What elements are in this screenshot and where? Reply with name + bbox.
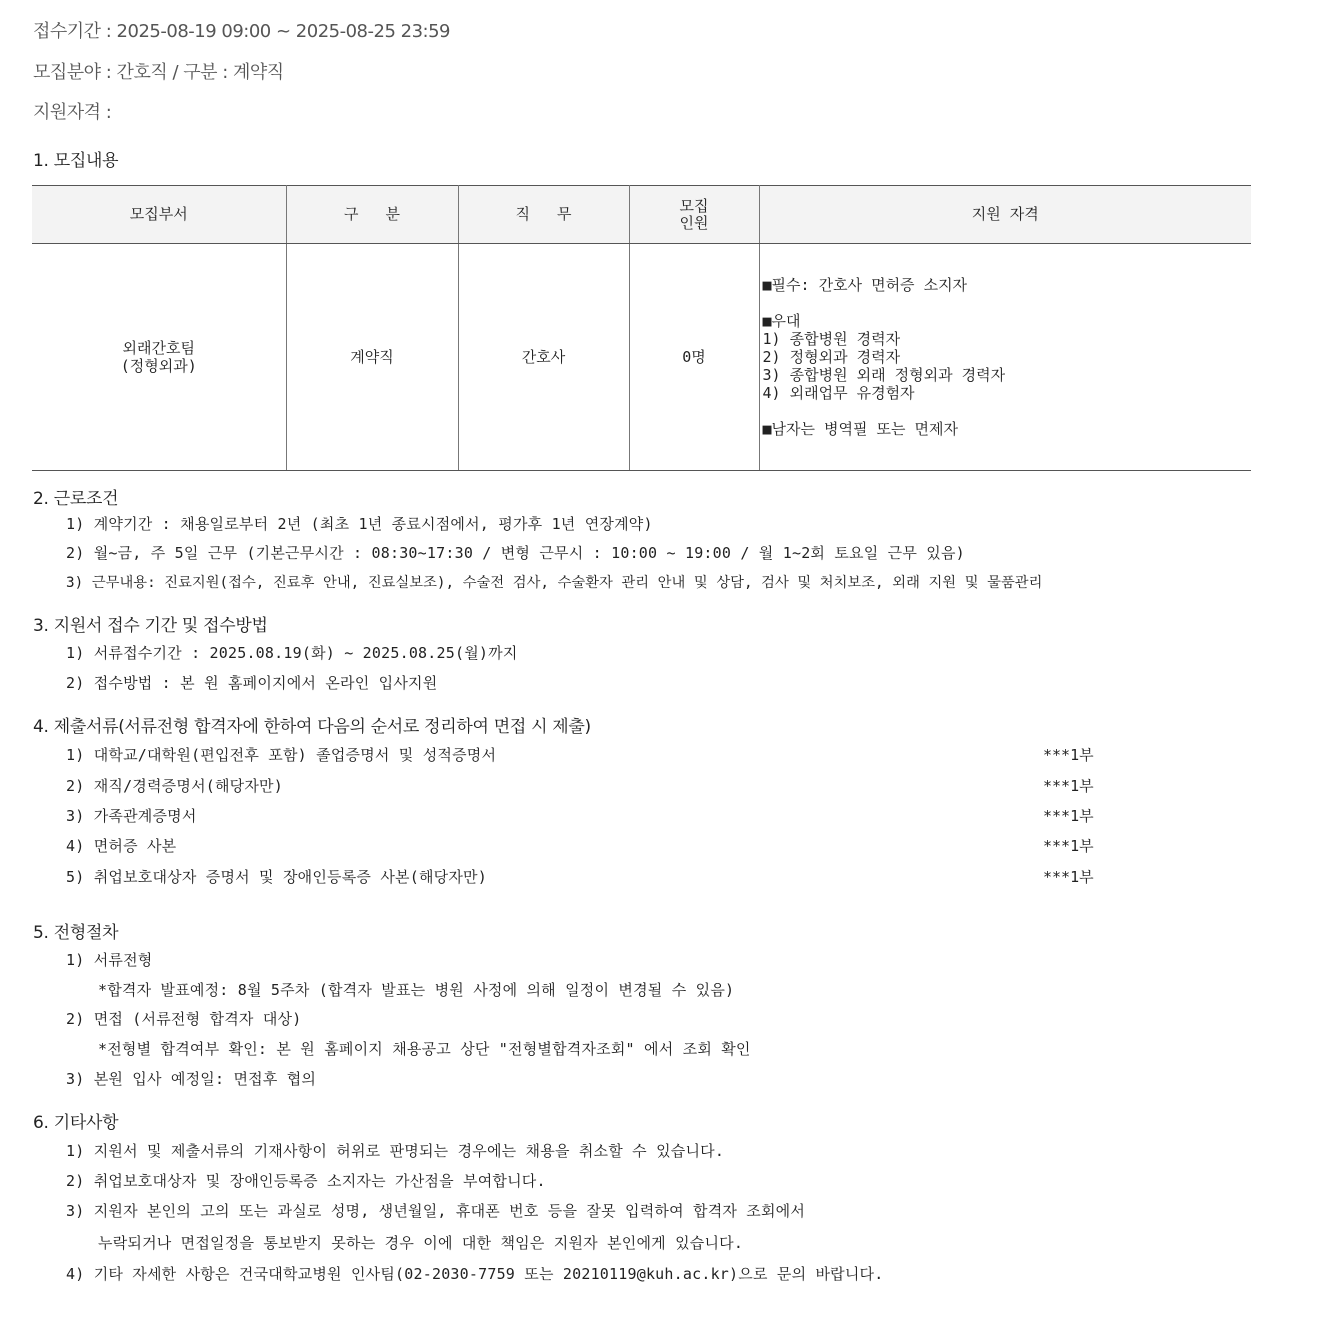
- header-count-line2: 인원: [679, 213, 709, 232]
- list-item: 1) 계약기간 : 채용일로부터 2년 (최초 1년 종료시점에서, 평가후 1년 연장계약): [66, 515, 653, 533]
- cell-dept: [32, 244, 286, 471]
- section-4-title: 4. 제출서류(서류전형 합격자에 한하여 다음의 순서로 정리하여 면접 시 제출): [33, 717, 591, 737]
- header-category: 구 분: [286, 186, 458, 244]
- procedure-step: 2) 면접 (서류전형 합격자 대상): [66, 1010, 302, 1028]
- document-qty: ***1부: [1043, 777, 1094, 795]
- list-item: 2) 접수방법 : 본 원 홈페이지에서 온라인 입사지원: [66, 674, 438, 692]
- notice-item: 1) 지원서 및 제출서류의 기재사항이 허위로 판명되는 경우에는 채용을 취소할 수 있습니다.: [66, 1142, 725, 1160]
- qual-required: ■필수: 간호사 면허증 소지자: [762, 276, 968, 294]
- header-duty: 직 무: [458, 186, 629, 244]
- section-2-title: 2. 근로조건: [33, 489, 119, 509]
- section-5-title: 5. 전형절차: [33, 923, 119, 943]
- qual-pref-title: ■우대: [762, 312, 801, 330]
- procedure-step: 3) 본원 입사 예정일: 면접후 협의: [66, 1070, 317, 1088]
- document-item: 5) 취업보호대상자 증명서 및 장애인등록증 사본(해당자만): [66, 868, 487, 886]
- notice-item-continued: 누락되거나 면접일정을 통보받지 못하는 경우 이에 대한 책임은 지원자 본인에게 있습니다.: [98, 1234, 744, 1252]
- recruit-period: 접수기간 : 2025-08-19 09:00 ~ 2025-08-25 23:59: [33, 21, 450, 42]
- header-qualification: 지원 자격: [759, 186, 1251, 244]
- document-item: 4) 면허증 사본: [66, 837, 177, 855]
- section-1-title: 1. 모집내용: [33, 151, 119, 171]
- header-count-line1: 모집: [679, 196, 709, 215]
- notice-item: 3) 지원자 본인의 고의 또는 과실로 성명, 생년월일, 휴대폰 번호 등을 잘못 입력하여 합격자 조회에서: [66, 1202, 806, 1220]
- header-dept: 모집부서: [32, 186, 286, 244]
- table-row: [32, 244, 1251, 471]
- qual-pref-item: 3) 종합병원 외래 정형외과 경력자: [762, 366, 1006, 384]
- document-qty: ***1부: [1043, 868, 1094, 886]
- qual-pref-item: 1) 종합병원 경력자: [762, 330, 901, 348]
- document-qty: ***1부: [1043, 837, 1094, 855]
- document-qty: ***1부: [1043, 746, 1094, 764]
- recruit-table: [32, 185, 1251, 471]
- procedure-note: *합격자 발표예정: 8월 5주차 (합격자 발표는 병원 사정에 의해 일정이 변경될 수 있음): [98, 981, 735, 999]
- list-item: 1) 서류접수기간 : 2025.08.19(화) ~ 2025.08.25(월)까지: [66, 644, 518, 662]
- cell-count: 0명: [629, 244, 759, 471]
- list-item: 2) 월~금, 주 5일 근무 (기본근무시간 : 08:30~17:30 / 변형 근무시 : 10:00 ~ 19:00 / 월 1~2회 토요일 근무 있음): [66, 544, 965, 562]
- dept-line1: 외래간호팀: [122, 339, 195, 357]
- notice-item: 4) 기타 자세한 사항은 건국대학교병원 인사팀(02-2030-7759 또는 20210119@kuh.ac.kr)으로 문의 바랍니다.: [66, 1265, 884, 1283]
- qual-male: ■남자는 병역필 또는 면제자: [762, 420, 959, 438]
- document-qty: ***1부: [1043, 807, 1094, 825]
- cell-category: 계약직: [286, 244, 458, 471]
- section-3-title: 3. 지원서 접수 기간 및 접수방법: [33, 616, 268, 636]
- qual-pref-item: 2) 정형외과 경력자: [762, 348, 901, 366]
- procedure-note: *전형별 합격여부 확인: 본 원 홈페이지 채용공고 상단 "전형별합격자조회" 에서 조회 확인: [98, 1040, 751, 1058]
- document-item: 1) 대학교/대학원(편입전후 포함) 졸업증명서 및 성적증명서: [66, 746, 497, 764]
- recruit-qualification-label: 지원자격 :: [33, 102, 112, 123]
- recruit-table-header-row: [32, 186, 1251, 244]
- document-item: 2) 재직/경력증명서(해당자만): [66, 777, 283, 795]
- notice-item: 2) 취업보호대상자 및 장애인등록증 소지자는 가산점을 부여합니다.: [66, 1172, 546, 1190]
- procedure-step: 1) 서류전형: [66, 951, 153, 969]
- section-6-title: 6. 기타사항: [33, 1113, 119, 1133]
- recruit-field: 모집분야 : 간호직 / 구분 : 계약직: [33, 62, 284, 83]
- cell-qualification: [759, 244, 1251, 471]
- dept-line2: (정형외과): [120, 357, 197, 375]
- document-item: 3) 가족관계증명서: [66, 807, 197, 825]
- header-count: [629, 186, 759, 244]
- cell-duty: 간호사: [458, 244, 629, 471]
- qual-pref-item: 4) 외래업무 유경험자: [762, 384, 915, 402]
- list-item: 3) 근무내용: 진료지원(접수, 진료후 안내, 진료실보조), 수술전 검사, 수술환자 관리 안내 및 상담, 검사 및 처치보조, 외래 지원 및 물품관리: [66, 575, 1043, 591]
